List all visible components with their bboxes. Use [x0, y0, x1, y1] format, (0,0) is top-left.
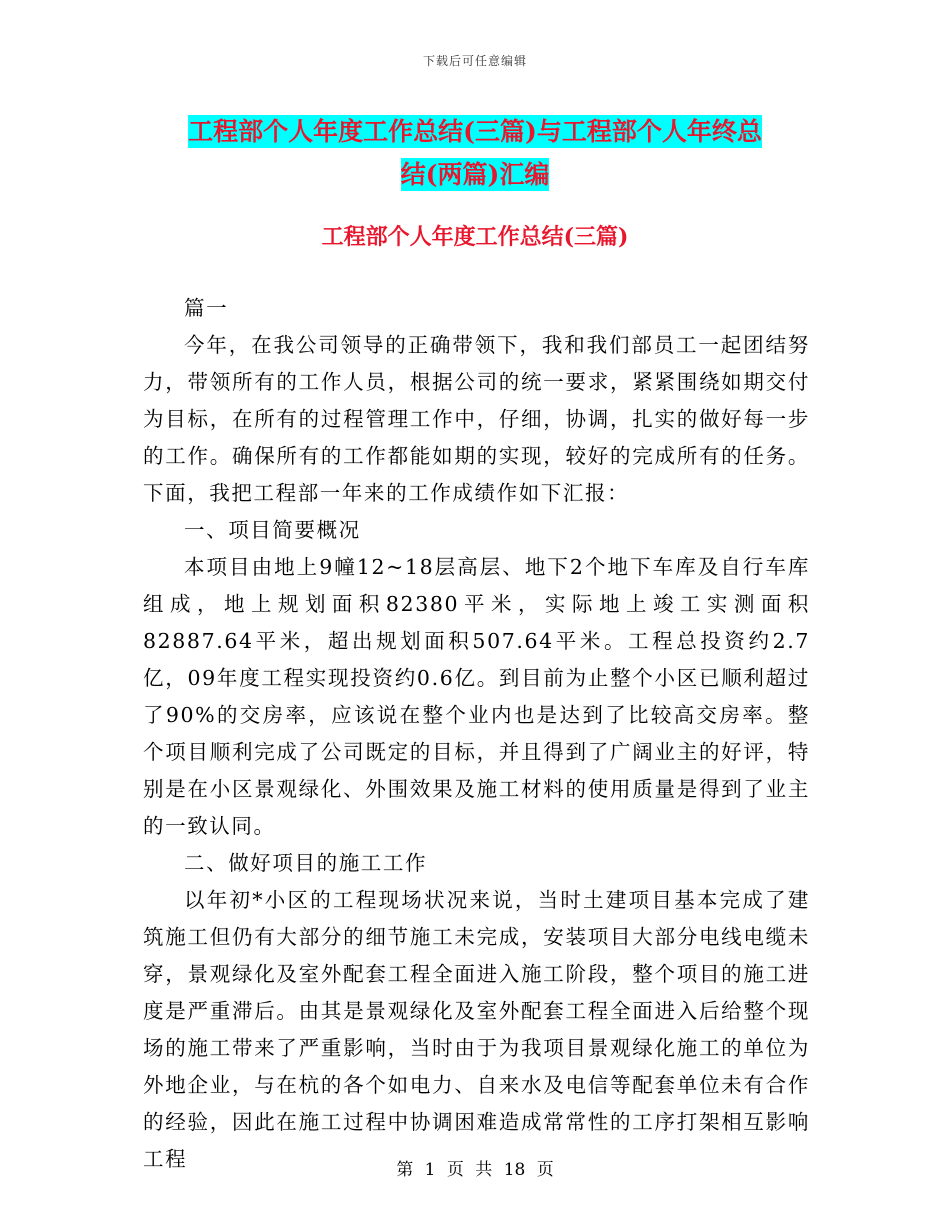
body-paragraph: 以年初*小区的工程现场状况来说，当时土建项目基本完成了建筑施工但仍有大部分的细节施工未完成，安装项目大部分电线电缆未穿，景观绿化及室外配套工程全面进入施工阶段，整个项目的施工进度是严重滞后。由其是景观绿化及室外配套工程全面进入后给整个现场的施工带来了严重影响，当时由于为我项目景观绿化施工的单位为外地企业，与在杭的各个如电力、自来水及电信等配套单位未有合作的经验，因此在施工过程中协调困难造成常常性的工序打架相互影响工程 — [143, 888, 810, 1171]
document-title-line-2: 结(两篇)汇编 — [400, 160, 550, 189]
subheading-project-overview: 一、项目简要概况 — [184, 518, 361, 542]
document-title-line-1: 工程部个人年度工作总结(三篇)与工程部个人年终总 — [188, 117, 762, 146]
document-title — [150, 110, 800, 196]
section-title: 工程部个人年度工作总结(三篇) — [321, 224, 629, 250]
header-note: 下载后可任意编辑 — [422, 54, 527, 68]
document-body — [143, 290, 810, 1178]
part-label: 篇一 — [184, 296, 229, 320]
subheading-construction-work: 二、做好项目的施工工作 — [184, 851, 428, 875]
body-paragraph: 今年，在我公司领导的正确带领下，我和我们部员工一起团结努力，带领所有的工作人员，根据公司的统一要求，紧紧围绕如期交付为目标，在所有的过程管理工作中，仔细，协调，扎实的做好每一步的工作。确保所有的工作都能如期的实现，较好的完成所有的任务。下面，我把工程部一年来的工作成绩作如下汇报： — [143, 333, 810, 505]
body-paragraph: 本项目由地上9幢12~18层高层、地下2个地下车库及自行车库组成，地上规划面积82380平米，实际地上竣工实测面积82887.64平米，超出规划面积507.64平米。工程总投资约2.7亿，09年度工程实现投资约0.6亿。到目前为止整个小区已顺利超过了90%的交房率，应该说在整个业内也是达到了比较高交房率。整个项目顺利完成了公司既定的目标，并且得到了广阔业主的好评，特别是在小区景观绿化、外围效果及施工材料的使用质量是得到了业主的一致认同。 — [143, 555, 810, 838]
page-footer: 第 1 页 共 18 页 — [396, 1160, 554, 1180]
